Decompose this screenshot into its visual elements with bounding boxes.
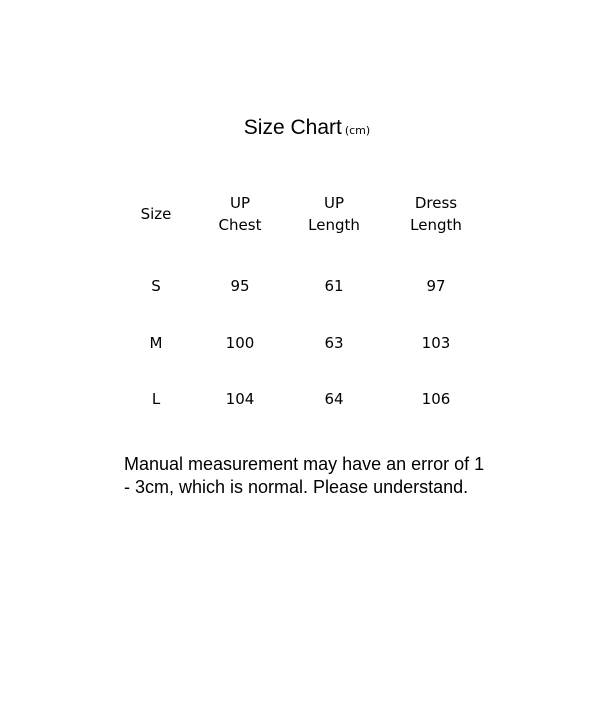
- row-l-size: L: [151, 390, 161, 408]
- row-m-size: M: [149, 334, 163, 352]
- title-text: Size Chart: [243, 116, 342, 139]
- row-s-size: S: [151, 277, 161, 295]
- row-s-up-length: 61: [324, 277, 344, 295]
- row-m-dress-length: 103: [421, 334, 451, 352]
- row-l-chest: 104: [225, 390, 255, 408]
- header-up-length-line2: Length: [308, 216, 360, 234]
- header-size: Size: [140, 205, 172, 223]
- header-dress-length-line2: Length: [410, 216, 462, 234]
- header-dress-length-line1: Dress: [414, 194, 458, 212]
- row-s-dress-length: 97: [426, 277, 446, 295]
- header-up-chest: [219, 192, 262, 236]
- header-up-length: [308, 192, 360, 236]
- row-m-chest: 100: [225, 334, 255, 352]
- unit-label: (cm): [344, 124, 371, 137]
- row-m-up-length: 63: [324, 334, 344, 352]
- row-l-dress-length: 106: [421, 390, 451, 408]
- measurement-note-line1: Manual measurement may have an error of 1: [124, 454, 485, 474]
- header-up-chest-line1: UP: [229, 194, 251, 212]
- measurement-note: [124, 453, 544, 499]
- row-s-chest: 95: [230, 277, 250, 295]
- header-dress-length: [410, 192, 462, 236]
- header-up-chest-line2: Chest: [218, 216, 262, 234]
- measurement-note-line2: - 3cm, which is normal. Please understand.: [124, 477, 469, 497]
- row-l-up-length: 64: [324, 390, 344, 408]
- header-up-length-line1: UP: [323, 194, 345, 212]
- size-chart-title: [0, 116, 602, 140]
